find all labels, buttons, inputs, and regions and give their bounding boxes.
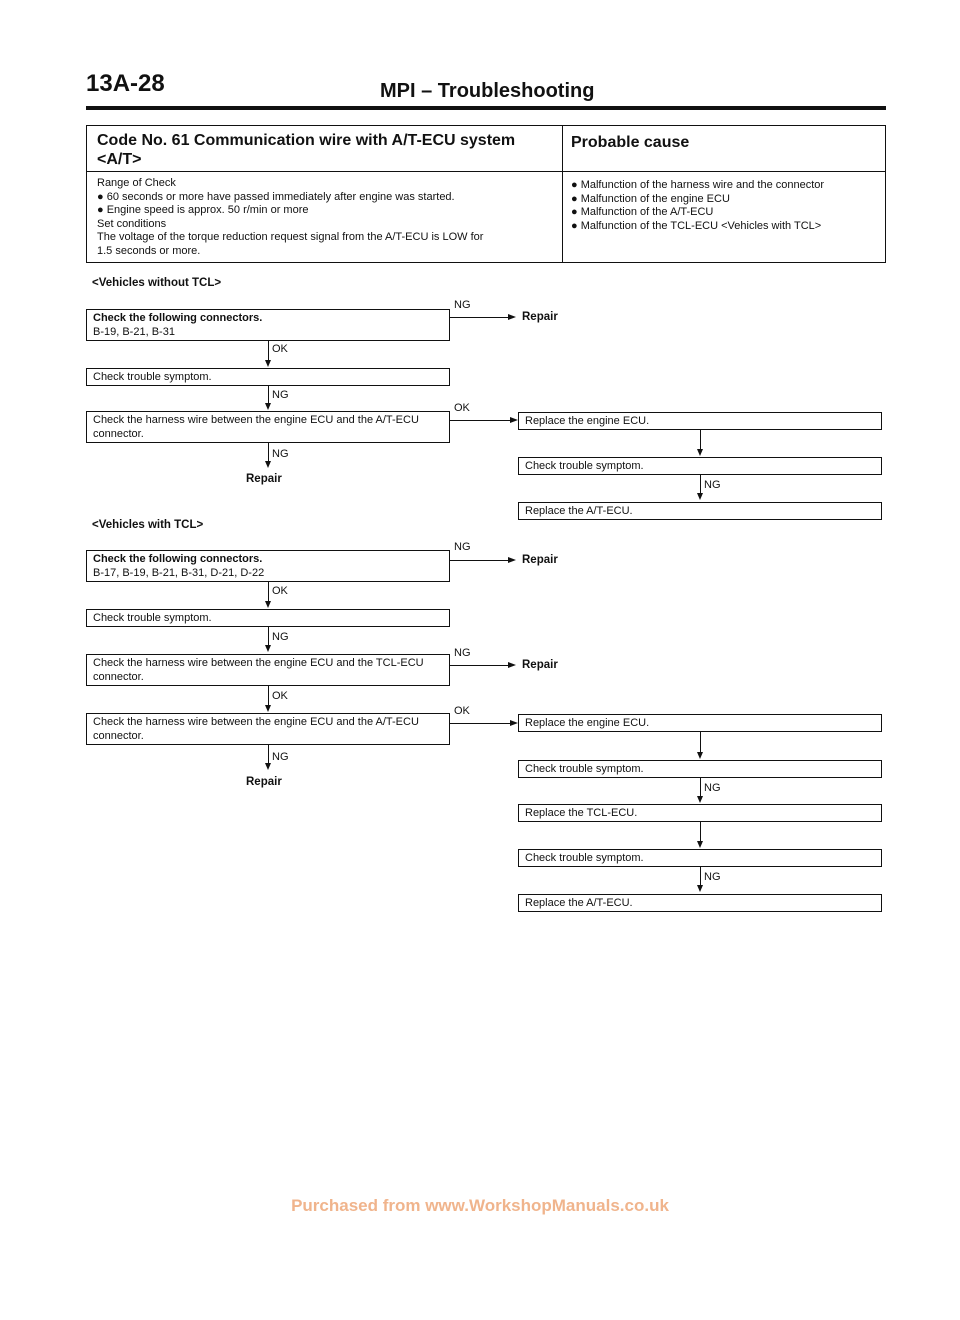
range-line: The voltage of the torque reduction request signal from the A/T-ECU is LOW for xyxy=(97,231,484,244)
flow-box-text: Check trouble symptom. xyxy=(525,763,644,775)
connector-line xyxy=(700,867,701,886)
flow-box-replace-tcl-ecu xyxy=(518,804,882,822)
ok-label: OK xyxy=(272,690,288,702)
ng-label: NG xyxy=(272,389,289,401)
connector-line xyxy=(700,732,701,753)
repair-label: Repair xyxy=(522,554,558,566)
arrow-down-icon xyxy=(265,601,271,608)
connector-line xyxy=(268,386,269,404)
connector-list: B-17, B-19, B-21, B-31, D-21, D-22 xyxy=(93,566,265,579)
connector-list: B-19, B-21, B-31 xyxy=(93,325,175,338)
ng-label: NG xyxy=(704,479,721,491)
arrow-down-icon xyxy=(265,360,271,367)
cause-item: ● Malfunction of the TCL-ECU <Vehicles with TCL> xyxy=(571,219,822,232)
flow-box-text: Replace the engine ECU. xyxy=(525,415,650,427)
page-number: 13A-28 xyxy=(86,70,165,97)
connector-line xyxy=(700,430,701,450)
ng-label: NG xyxy=(272,448,289,460)
arrow-down-icon xyxy=(697,841,703,848)
flow-box-text: Check trouble symptom. xyxy=(525,852,644,864)
flow-box-check-harness-ecu-at xyxy=(86,713,450,745)
flow-box-replace-engine-ecu xyxy=(518,714,882,732)
probable-cause-heading: Probable cause xyxy=(571,134,690,151)
header-rule xyxy=(86,106,886,110)
repair-label: Repair xyxy=(522,659,558,671)
arrow-down-icon xyxy=(697,493,703,500)
arrow-down-icon xyxy=(697,752,703,759)
code-title-subtitle: <A/T> xyxy=(97,151,142,168)
connector-line xyxy=(268,341,269,361)
ok-label: OK xyxy=(454,402,470,414)
arrow-down-icon xyxy=(697,796,703,803)
arrow-right-icon xyxy=(508,314,516,320)
ok-label: OK xyxy=(272,585,288,597)
code-info-table xyxy=(86,125,886,263)
flow-box-check-trouble-symptom xyxy=(86,609,450,627)
ng-label: NG xyxy=(272,631,289,643)
arrow-right-icon xyxy=(508,557,516,563)
cause-item: ● Malfunction of the harness wire and the connector xyxy=(571,179,825,191)
flow-box-text: Check trouble symptom. xyxy=(525,460,644,472)
flow-box-text: Check the harness wire between the engine ECU and the TCL-ECU xyxy=(93,657,424,669)
flow-box-replace-at-ecu xyxy=(518,894,882,912)
flow-box-text: Check trouble symptom. xyxy=(93,371,212,383)
flow-box-check-harness-ecu-tcl xyxy=(86,654,450,686)
range-of-check-text xyxy=(97,177,483,259)
flow-box-text: Replace the engine ECU. xyxy=(525,717,650,729)
flow-box-check-trouble-symptom xyxy=(518,457,882,475)
flow-box-text: Replace the A/T-ECU. xyxy=(525,505,633,517)
flow-box-check-trouble-symptom xyxy=(518,849,882,867)
flow-box-text: Replace the TCL-ECU. xyxy=(525,807,638,819)
arrow-down-icon xyxy=(265,763,271,770)
watermark-text: Purchased from www.WorkshopManuals.co.uk xyxy=(291,1196,669,1215)
connector-line xyxy=(268,582,269,602)
ng-label: NG xyxy=(454,647,471,659)
connector-line xyxy=(450,723,512,724)
flow-box-title: Check the following connectors. xyxy=(93,553,263,565)
flow-box-text: connector. xyxy=(93,729,144,742)
ok-label: OK xyxy=(454,705,470,717)
flow-box-text: Replace the A/T-ECU. xyxy=(525,897,633,909)
flow-box-text: connector. xyxy=(93,427,144,440)
flow-box-check-trouble-symptom xyxy=(86,368,450,386)
connector-line xyxy=(268,627,269,646)
connector-line xyxy=(700,822,701,842)
connector-line xyxy=(450,317,510,318)
connector-line xyxy=(450,560,510,561)
flow-box-text: Check the harness wire between the engine ECU and the A/T-ECU xyxy=(93,716,419,728)
section-heading-with-tcl: <Vehicles with TCL> xyxy=(92,519,204,531)
range-line: 1.5 seconds or more. xyxy=(97,244,201,257)
code-table-divider xyxy=(562,126,563,262)
flow-box-title: Check the following connectors. xyxy=(93,312,263,324)
connector-line xyxy=(450,665,510,666)
cause-item: ● Malfunction of the A/T-ECU xyxy=(571,206,714,219)
arrow-down-icon xyxy=(265,645,271,652)
flow-box-text: Check the harness wire between the engine ECU and the A/T-ECU xyxy=(93,414,419,426)
range-line: ● Engine speed is approx. 50 r/min or more xyxy=(97,204,309,217)
repair-label: Repair xyxy=(246,776,282,788)
flow-box-check-trouble-symptom xyxy=(518,760,882,778)
range-line: Range of Check xyxy=(97,177,176,189)
ng-label: NG xyxy=(454,299,471,311)
flow-box-replace-engine-ecu xyxy=(518,412,882,430)
ng-label: NG xyxy=(272,751,289,763)
flow-box-replace-at-ecu xyxy=(518,502,882,520)
arrow-right-icon xyxy=(510,417,518,423)
connector-line xyxy=(268,686,269,706)
repair-label: Repair xyxy=(246,473,282,485)
flow-box-check-connectors xyxy=(86,309,450,341)
arrow-right-icon xyxy=(510,720,518,726)
connector-line xyxy=(268,443,269,462)
arrow-right-icon xyxy=(508,662,516,668)
code-title: Code No. 61 Communication wire with A/T-ECU system xyxy=(97,132,516,149)
flow-box-text: Check trouble symptom. xyxy=(93,612,212,624)
repair-label: Repair xyxy=(522,311,558,323)
page-title: MPI – Troubleshooting xyxy=(380,80,595,102)
ng-label: NG xyxy=(704,782,721,794)
arrow-down-icon xyxy=(697,885,703,892)
flow-box-text: connector. xyxy=(93,670,144,683)
ng-label: NG xyxy=(704,871,721,883)
connector-line xyxy=(700,475,701,494)
cause-item: ● Malfunction of the engine ECU xyxy=(571,192,730,205)
ng-label: NG xyxy=(454,541,471,553)
connector-line xyxy=(268,745,269,764)
arrow-down-icon xyxy=(697,449,703,456)
arrow-down-icon xyxy=(265,403,271,410)
arrow-down-icon xyxy=(265,705,271,712)
connector-line xyxy=(700,778,701,797)
connector-line xyxy=(450,420,512,421)
section-heading-without-tcl: <Vehicles without TCL> xyxy=(92,277,222,289)
flow-box-check-connectors xyxy=(86,550,450,582)
range-line: ● 60 seconds or more have passed immediately after engine was started. xyxy=(97,190,455,203)
ok-label: OK xyxy=(272,343,288,355)
flow-box-check-harness-ecu-at xyxy=(86,411,450,443)
arrow-down-icon xyxy=(265,461,271,468)
range-line: Set conditions xyxy=(97,217,167,230)
probable-cause-list xyxy=(571,179,824,233)
